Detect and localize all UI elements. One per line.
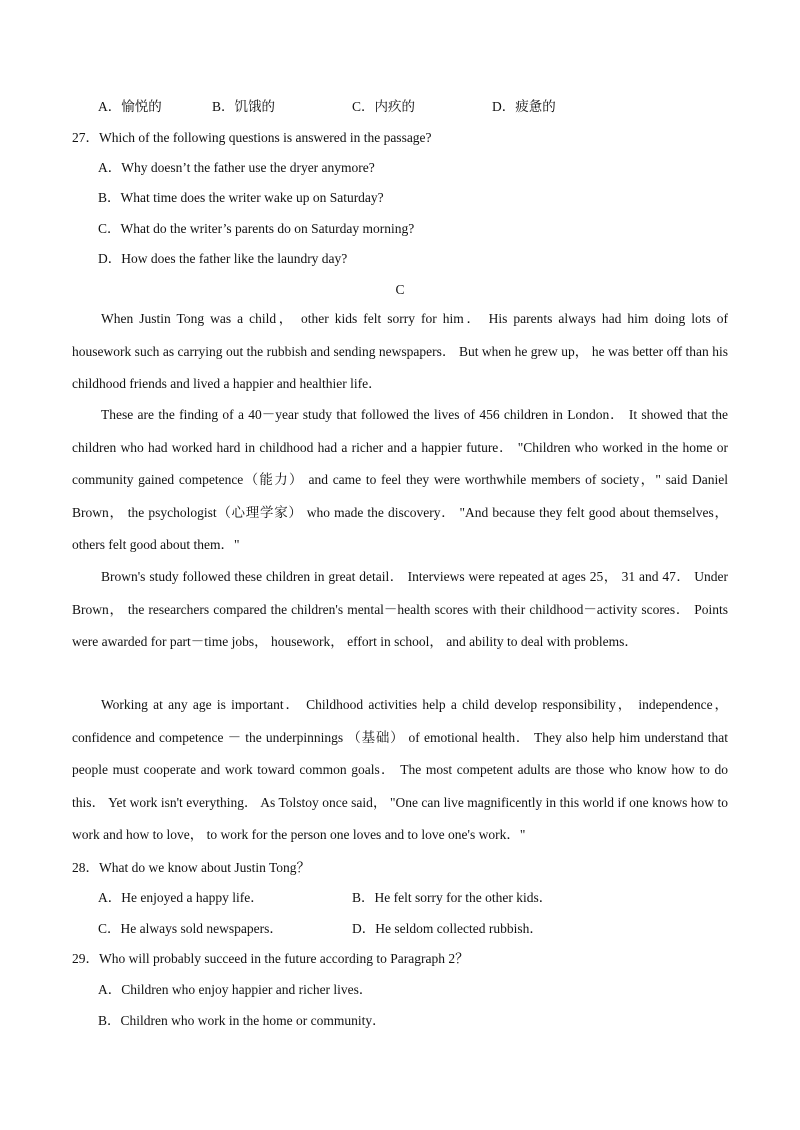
q26-option-b: B．饥饿的 [212,99,276,114]
section-c-heading: C [395,282,405,297]
passage-paragraph-4 [72,689,728,852]
q28-option-d: D．He seldom collected rubbish． [352,921,543,936]
q29-stem: 29．Who will probably succeed in the future according to Paragraph 2？ [72,951,469,966]
q26-options-row [98,97,598,117]
q28-option-c: C．He always sold newspapers． [98,921,283,936]
passage-paragraph-2 [72,399,728,562]
passage-paragraph-3-text: Brown's study followed these children in great detail． Interviews were repeated at ages 25， 31 and 47． Under Brown， the researchers compared the children's mental－health scores with their childhood－activity scores． Points were awarded for part－time jobs， housework， effort in school， and ability to deal with problems． [72,569,728,650]
q28-stem: 28．What do we know about Justin Tong？ [72,860,311,875]
q26-option-c: C．内疚的 [352,99,416,114]
passage-paragraph-3 [72,561,728,659]
passage-paragraph-4-text: Working at any age is important． Childhood activities help a child develop responsibility， independence， confidence and competence － the underpinnings （基础） of emotional health． They also help him understand that people must cooperate and work toward common goals． The most competent adults are those who know how to do this． Yet work isn't everything． As Tolstoy once said， "One can live magnificently in this world if one knows how to work and how to love， to work for the person one loves and to love one's work．" [72,697,728,843]
q27-option-d: D．How does the father like the laundry day? [98,251,348,266]
q29-option-a: A．Children who enjoy happier and richer lives． [98,982,373,997]
passage-paragraph-2-text: These are the finding of a 40－year study that followed the lives of 456 children in London． It showed that the children who had worked hard in childhood had a richer and a happier future． "Children who worked in the home or community gained competence（能力） and came to feel they were worthwhile members of society，" said Daniel Brown， the psychologist（心理学家） who made the discovery． "And because they felt good about themselves， others felt good about them．" [72,407,728,553]
q27-option-a: A．Why doesn’t the father use the dryer anymore? [98,160,375,175]
passage-paragraph-1 [72,303,728,401]
q26-option-d: D．疲惫的 [492,99,556,114]
q26-option-a: A．愉悦的 [98,99,162,114]
q28-option-a: A．He enjoyed a happy life． [98,890,264,905]
q27-option-b: B．What time does the writer wake up on Saturday? [98,190,384,205]
passage-paragraph-1-text: When Justin Tong was a child， other kids felt sorry for him． His parents always had him doing lots of housework such as carrying out the rubbish and sending newspapers． But when he grew up， he was better off than his childhood friends and lived a happier and healthier life． [72,311,728,392]
q27-option-c: C．What do the writer’s parents do on Saturday morning? [98,221,415,236]
q29-option-b: B．Children who work in the home or community． [98,1013,386,1028]
q28-option-b: B．He felt sorry for the other kids． [352,890,553,905]
q27-stem: 27．Which of the following questions is answered in the passage? [72,130,432,145]
